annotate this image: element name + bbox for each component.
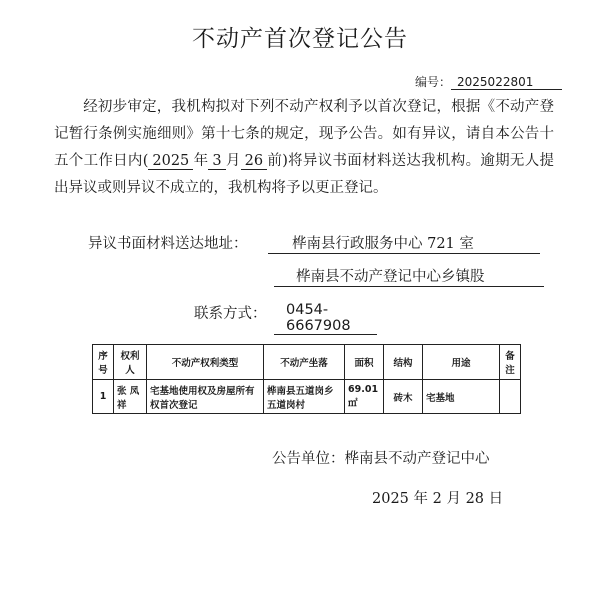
cell-location: 桦南县五道岗乡五道岗村	[264, 380, 345, 414]
header-location: 不动产坐落	[264, 345, 345, 380]
address-label: 异议书面材料送达地址：	[88, 236, 248, 252]
header-right-type: 不动产权利类型	[147, 345, 264, 380]
header-area: 面积	[345, 345, 384, 380]
deadline-month: 3	[208, 153, 225, 170]
serial-value: 2025022801	[451, 75, 562, 90]
address-line-1: 桦南县行政服务中心 721 室	[268, 232, 540, 254]
header-remarks: 备注	[500, 345, 521, 380]
month-unit: 月	[225, 153, 241, 169]
serial-label: 编号：	[415, 75, 452, 89]
body-part-2: 前)将异议书面材料送达我机构。逾期无人提出异议或则异议不成立的，我机构将予以更正登记。	[54, 153, 554, 196]
cell-remarks	[500, 380, 521, 414]
header-owner: 权利人	[114, 345, 147, 380]
cell-right-type: 宅基地使用权及房屋所有权首次登记	[147, 380, 264, 414]
year-unit: 年	[193, 153, 209, 169]
table-row	[93, 380, 521, 414]
table-header-row	[93, 345, 521, 380]
header-structure: 结构	[384, 345, 423, 380]
contact-label: 联系方式：	[194, 306, 267, 322]
issuer: 公告单位：桦南县不动产登记中心	[272, 451, 490, 467]
deadline-year: 2025	[148, 153, 193, 170]
header-usage: 用途	[423, 345, 500, 380]
address-line-2: 桦南县不动产登记中心乡镇股	[274, 265, 544, 287]
cell-index: 1	[93, 380, 114, 414]
notice-title: 不动产首次登记公告	[192, 26, 408, 52]
registration-table	[92, 344, 521, 414]
header-index: 序号	[93, 345, 114, 380]
cell-area: 69.01㎡	[345, 380, 384, 414]
notice-body	[54, 94, 554, 202]
notice-date: 2025 年 2 月 28 日	[372, 491, 504, 507]
cell-usage: 宅基地	[423, 380, 500, 414]
cell-structure: 砖木	[384, 380, 423, 414]
serial-number	[415, 73, 562, 90]
contact-phone: 0454-6667908	[274, 302, 377, 335]
body-part-1: 经初步审定，我机构拟对下列不动产权利予以首次登记，根据《不动产登记暂行条例实施细则》第十七条的规定，现予公告。如有异议，请自本公告十五个工作日内(	[54, 99, 554, 169]
cell-owner: 张 凤祥	[114, 380, 147, 414]
deadline-day: 26	[241, 153, 267, 170]
